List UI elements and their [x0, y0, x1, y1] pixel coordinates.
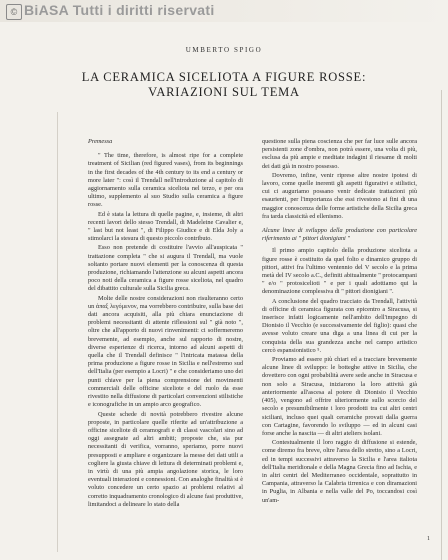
- paragraph: Molte delle nostre considerazioni non risulteranno certo un ἀπαξ λεγόμενον, ma vorrebbero contribuire, sulla base dei dati ancora acquisiti, alla più chiara enunciazione di problemi necessitanti di attente riflessioni sul " già noto ", oltre che all'apporto di nuovi rinvenimenti: ci soffermeremo brevemente, ad esempio, anche sul rapporto di nostre, diverse esperienze di ricerca, intorno ad alcuni aspetti di quella che il Trendall definisce " l'intricata matassa della prima produzione a figure rosse in Sicilia e nell'estremo sud dell'Italia (per esempio a Locri) " e che consideriamo uno dei punti chiave per la piena comprensione dei movimenti commerciali delle officine siceliote e del ruolo da esse rivestito nella diffusione di particolari convenzioni stilistiche e iconografiche in un ampio arco geografico.: [88, 294, 243, 409]
- article-title: [0, 70, 448, 100]
- paragraph: Esso non pretende di costituire l'avvio all'auspicata " trattazione completa " che si augura il Trendall, ma vuole soltanto portare nuovi elementi per la conoscenza di questa produzione, richiamando l'attenzione su alcuni aspetti ancora poco noti della ceramica a figure rosse siceliota, nel quadro del dibattito culturale sulla Sicilia greca.: [88, 244, 243, 293]
- paragraph: Proviamo ad essere più chiari ed a tracciare brevemente alcune linee di sviluppo: le botteghe attive in Sicilia, che dovettero con ogni probabilità avere sede anche in Siracusa e non solo a Siracusa, iniziarono la loro attività già anteriormente all'ascesa al potere di Dionisio il Vecchio (405), vengono ad offrire ulteriormente sullo scorcio del secolo e presumibilmente i loro prodotti tra cui altri centri siciliani, incluso quei quali ceramiche provati dalla guerra con Cartagine, favorendo lo sviluppo — ed in alcuni casi forse anche la nascita — di altri ateliers isolani.: [262, 356, 417, 437]
- paragraph: A conclusione del quadro tracciato da Trendall, l'attività di officine di ceramica figurata con epicentro a Siracusa, si inserisce infatti logicamente nell'ambito dell'impegno di Dionisio il Vecchio (e successivamente del figlio): quasi che avesse voluto creare una diga a una linea di cui per la conquista della sua grandezza anche nel campo artistico cercò espansionistico ⁵.: [262, 297, 417, 354]
- scan-margin-line: [57, 112, 58, 552]
- scan-edge-line: [441, 90, 442, 560]
- paragraph: Queste schede di novità potrebbero rivestire alcune proposte, in particolare quelle riferite ad un'attribuzione a officine siceliote di ceramografi e di classi vascolari sino ad oggi assegnate ad altri ambiti; proposte che, sia pur necessitanti di verifica, vorranno, speriamo, porre nuovi presupposti e ampliare e organizzare la messe dei dati utili a cogliere la giusta chiave di lettura di determinati problemi e, in virtù di una più ampia angolazione storica, le loro eventuali interazioni e connessioni. Con analoghe finalità si è voluto concedere un certo spazio ai problemi relativi al corretto inquadramento cronologico di alcune fasi produttive, limitandoci a delineare lo stato della: [88, 410, 243, 508]
- title-line-2: VARIAZIONI SUL TEMA: [148, 85, 300, 99]
- left-column: [88, 138, 243, 509]
- paragraph: questione sulla piena coscienza che per far luce sulle ancora persistenti zone d'ombra, non potrà essere, una volta di più, esclusa da più ampie e meditate indagini il riesame di molti dei dati già in nostro possesso.: [262, 138, 417, 170]
- paragraph: " The time, therefore, is almost ripe for a complete treatment of Sicilian (red figured vases), from its beginnings in the first decades of the 4th century to its end a century or more later ": così il Trendall nell'introduzione al capitolo di aggiornamento sulla ceramica siceliota nel terzo, e per ora ultimo, supplemento al suo Studio sulla ceramica a figure rosse.: [88, 152, 243, 209]
- section-heading-premessa: Premessa: [88, 138, 113, 145]
- watermark-banner: [0, 0, 448, 22]
- author-name: UMBERTO SPIGO: [185, 46, 263, 54]
- paragraph: Contestualmente il loro raggio di diffusione si estende, come diremo fra breve, oltre l'area dello stretto, sino a Locri, ed in tempi successivi attraverso la Sicilia e l'area italiota dell'Italia meridionale e della Magna Grecia fino ad Ischia, e in altri centri del Mediterraneo occidentale, soprattutto in Campania, attraverso la Calabria tirrenica e con diramazioni in Puglia, in Albania e nella valle del Po, toccandosi così un'am-: [262, 439, 417, 504]
- page-number: 1: [427, 536, 430, 542]
- title-line-1: LA CERAMICA SICELIOTA A FIGURE ROSSE:: [81, 70, 367, 84]
- copyright-icon: ©: [6, 4, 22, 20]
- watermark-text: BiASA Tutti i diritti riservati: [24, 2, 215, 18]
- section-heading-sviluppo: Alcune linee di sviluppo della produzione con particolare riferimento ai " pittori dionigiani ": [262, 227, 417, 243]
- paragraph: Ed è stata la lettura di quelle pagine, e, insieme, di altri recenti lavori dello stesso Trendall, di Madeleine Cavalier e, " last but not least ", di Filippo Giudice e di Elda Joly a stimolarci la stesura di questo piccolo contributo.: [88, 210, 243, 243]
- right-column: [262, 138, 417, 505]
- paragraph: Dovremo, infine, venir riprese altre nostre ipotesi di lavoro, come quelle inerenti gli aspetti figurativi e stilistici, cui ci auguriamo possano venir dedicate trattazioni più esaurienti, per l'importanza che essi rivestono ai fini di una maggior conoscenza delle forme artistiche della Sicilia greca fra tarda classicità ed ellenismo.: [262, 171, 417, 220]
- paragraph: Il primo ampio capitolo della produzione siceliota a figure rosse è costituito da quel folto e dinamico gruppo di pittori, attivi fra l'ultimo ventennio del V secolo e la prima metà del IV secolo a.C., definiti abitualmente " protocampani " e/o " protosicelioti " e per i quali adottiamo qui la denominazione complessiva di " pittori dionigiani ".: [262, 247, 417, 296]
